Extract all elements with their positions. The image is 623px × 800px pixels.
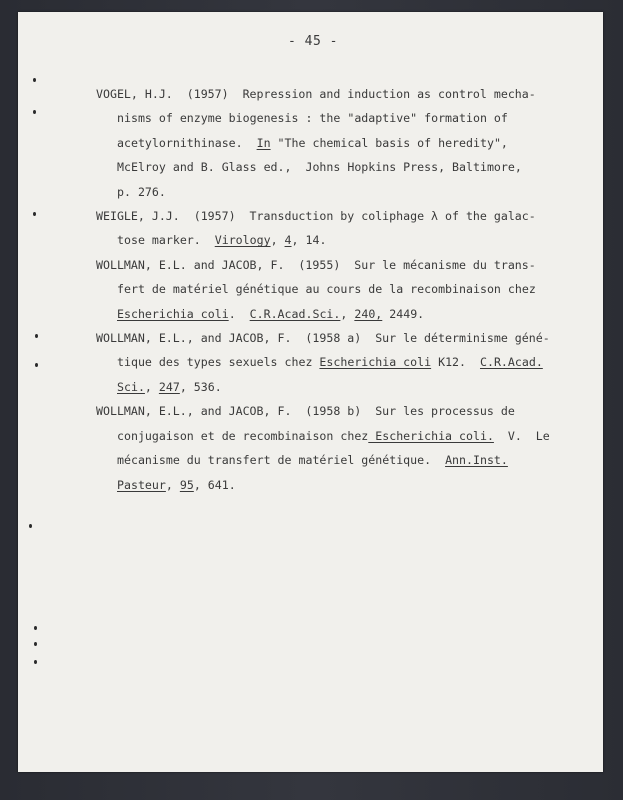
reference-text: K12. (431, 355, 480, 370)
reference-continuation-line (96, 473, 596, 497)
punch-hole-mark (33, 212, 36, 216)
reference-text: , (165, 477, 180, 492)
reference-continuation-line (96, 302, 596, 326)
reference-text: McElroy and B. Glass ed., Johns Hopkins Press, Baltimore, (117, 160, 522, 175)
reference-text: WOLLMAN, E.L., and JACOB, F. (1958 b) Sur les processus de (96, 404, 515, 419)
reference-continuation-line (96, 448, 596, 472)
reference-text: p. 276. (117, 184, 166, 199)
punch-hole-mark (33, 78, 36, 82)
reference-text: , (270, 233, 285, 248)
reference-text: fert de matériel génétique au cours de la recombinaison chez (117, 282, 536, 297)
reference-text: "The chemical basis of heredity", (270, 135, 508, 150)
reference-entry (96, 399, 596, 497)
underlined-text: Escherichia coli. (368, 428, 494, 443)
reference-continuation-line (96, 375, 596, 399)
punch-hole-mark (34, 642, 37, 646)
punch-hole-mark (34, 660, 37, 664)
underlined-text: Ann.Inst. (445, 453, 508, 468)
reference-entry (96, 326, 596, 399)
reference-text: mécanisme du transfert de matériel génétique. (117, 453, 446, 468)
reference-list (96, 82, 596, 497)
underlined-text: Sci. (117, 379, 145, 394)
reference-continuation-line (96, 106, 596, 130)
underlined-text: Virology (214, 233, 271, 248)
reference-text: WOLLMAN, E.L., and JACOB, F. (1958 a) Sur le déterminisme géné- (96, 331, 550, 346)
punch-hole-mark (35, 363, 38, 367)
reference-text: , 14. (291, 233, 327, 248)
underlined-text: 95 (179, 477, 194, 492)
reference-text: , (340, 306, 355, 321)
reference-first-line (96, 253, 596, 277)
reference-text: WOLLMAN, E.L. and JACOB, F. (1955) Sur le mécanisme du trans- (96, 257, 536, 272)
reference-entry (96, 253, 596, 326)
reference-first-line (96, 204, 596, 228)
underlined-text: Pasteur (117, 477, 166, 492)
punch-hole-mark (33, 110, 36, 114)
reference-continuation-line (96, 180, 596, 204)
typed-page (18, 12, 603, 772)
reference-text: , (144, 379, 159, 394)
reference-text: 2449. (382, 306, 425, 321)
punch-hole-mark (35, 334, 38, 338)
reference-text: . (228, 306, 250, 321)
reference-continuation-line (96, 424, 596, 448)
underlined-text: Escherichia coli (117, 306, 229, 321)
reference-text: tose marker. (117, 233, 215, 248)
reference-text: WEIGLE, J.J. (1957) Transduction by coliphage λ of the galac- (96, 209, 536, 224)
reference-text: tique des types sexuels chez (117, 355, 320, 370)
reference-continuation-line (96, 350, 596, 374)
underlined-text: 247 (158, 379, 180, 394)
underlined-text: In (256, 135, 271, 150)
reference-entry (96, 204, 596, 253)
reference-continuation-line (96, 228, 596, 252)
reference-continuation-line (96, 277, 596, 301)
underlined-text: C.R.Acad.Sci. (249, 306, 341, 321)
underlined-text: Escherichia coli (319, 355, 432, 370)
reference-text: conjugaison et de recombinaison chez (117, 428, 369, 443)
reference-text: , 641. (193, 477, 236, 492)
reference-continuation-line (96, 155, 596, 179)
reference-first-line (96, 82, 596, 106)
reference-entry (96, 82, 596, 204)
underlined-text: C.R.Acad. (479, 355, 543, 370)
reference-text: , 536. (179, 379, 222, 394)
reference-first-line (96, 399, 596, 423)
reference-text: VOGEL, H.J. (1957) Repression and induction as control mecha- (96, 87, 536, 101)
reference-first-line (96, 326, 596, 350)
reference-text: acetylornithinase. (117, 135, 257, 150)
reference-text: V. Le (493, 428, 550, 443)
punch-hole-mark (29, 524, 32, 528)
punch-hole-mark (34, 626, 37, 630)
underlined-text: 240, (354, 306, 383, 321)
page-number: - 45 - (288, 34, 338, 49)
reference-continuation-line (96, 131, 596, 155)
reference-text: nisms of enzyme biogenesis : the "adaptive" formation of (117, 111, 508, 126)
underlined-text: 4 (284, 233, 292, 248)
